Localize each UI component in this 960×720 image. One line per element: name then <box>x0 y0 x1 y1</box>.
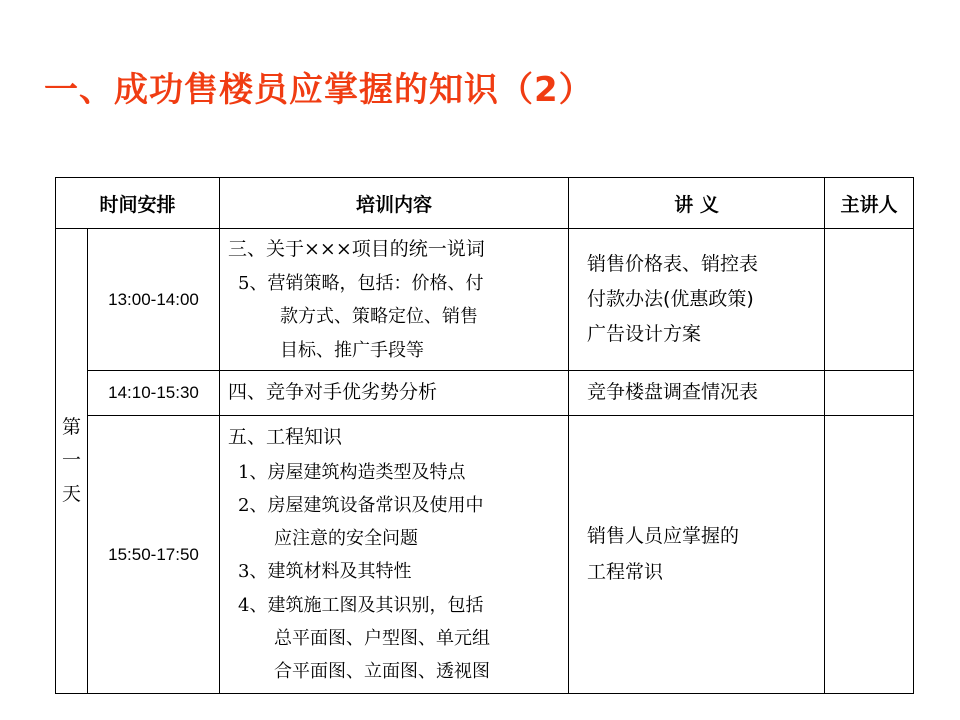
content-item: 5、营销策略，包括：价格、付 <box>238 273 484 295</box>
header-content: 培训内容 <box>220 178 569 229</box>
content-item: 应注意的安全问题 <box>274 528 419 550</box>
content-item: 1、房屋建筑构造类型及特点 <box>238 461 466 483</box>
notes-cell <box>569 229 825 371</box>
notes-cell <box>569 416 825 694</box>
time-cell: 14:10-15:30 <box>88 371 220 416</box>
training-schedule-table <box>55 177 914 694</box>
table-row <box>56 371 914 416</box>
notes-line: 销售人员应掌握的 <box>587 525 740 548</box>
day-label-char: 一 <box>61 449 81 472</box>
time-cell: 13:00-14:00 <box>88 229 220 371</box>
content-title: 五、工程知识 <box>228 426 343 449</box>
table-header-row <box>56 178 914 229</box>
day-label-char: 第 <box>61 416 81 439</box>
content-title: 三、关于×××项目的统一说词 <box>228 238 485 260</box>
header-notes: 讲 义 <box>569 178 825 229</box>
content-cell <box>220 371 569 416</box>
speaker-cell <box>825 371 914 416</box>
speaker-cell <box>825 229 914 371</box>
notes-cell <box>569 371 825 416</box>
content-item: 款方式、策略定位、销售 <box>280 306 479 328</box>
time-cell: 15:50-17:50 <box>88 416 220 694</box>
page-title: 一、成功售楼员应掌握的知识（2） <box>44 70 594 110</box>
content-item: 合平面图、立面图、透视图 <box>274 661 491 683</box>
content-item: 总平面图、户型图、单元组 <box>274 628 491 650</box>
content-item: 目标、推广手段等 <box>280 339 425 361</box>
table-row <box>56 416 914 694</box>
header-time: 时间安排 <box>56 178 220 229</box>
notes-line: 付款办法(优惠政策) <box>587 287 754 310</box>
notes-line: 销售价格表、销控表 <box>587 252 759 275</box>
day-label-char: 天 <box>61 482 81 505</box>
content-item: 3、建筑材料及其特性 <box>238 561 412 583</box>
content-item: 4、建筑施工图及其识别，包括 <box>238 594 484 616</box>
header-speaker: 主讲人 <box>825 178 914 229</box>
speaker-cell <box>825 416 914 694</box>
notes-line: 竞争楼盘调查情况表 <box>587 381 759 404</box>
notes-line: 工程常识 <box>587 560 664 583</box>
notes-line: 广告设计方案 <box>587 323 702 346</box>
content-title: 四、竞争对手优劣势分析 <box>228 381 438 404</box>
content-item: 2、房屋建筑设备常识及使用中 <box>238 494 484 516</box>
table-row <box>56 229 914 371</box>
day-label <box>56 229 88 694</box>
content-cell <box>220 229 569 371</box>
content-cell <box>220 416 569 694</box>
